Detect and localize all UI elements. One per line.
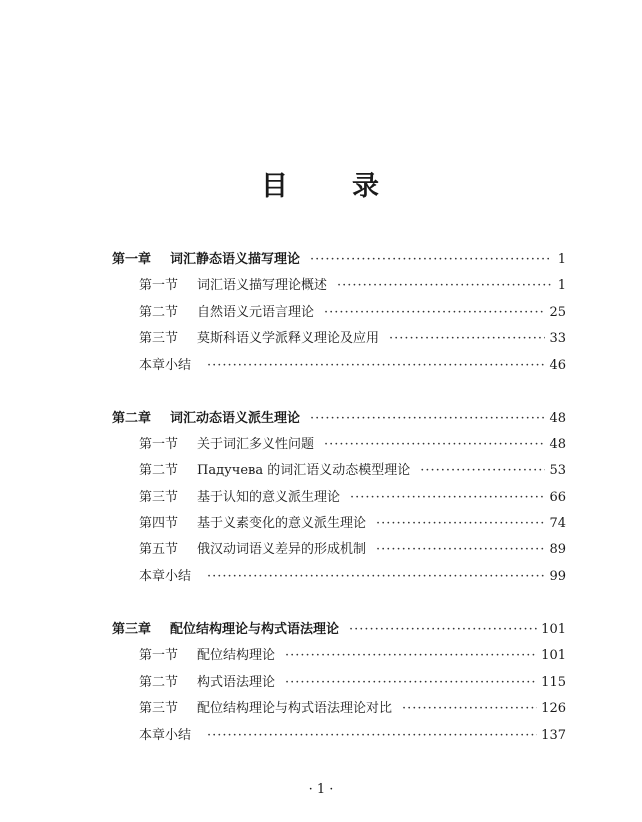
page-ref: 33 — [549, 331, 566, 346]
leader-dots — [324, 436, 545, 454]
toc-section[interactable] — [139, 462, 566, 480]
leader-dots — [285, 674, 537, 692]
section-title: 构式语法理论 — [197, 675, 276, 690]
section-number: 第三节 — [139, 331, 179, 346]
section-number: 第二节 — [139, 305, 179, 320]
chapter-number: 第一章 — [112, 252, 152, 267]
leader-dots — [207, 727, 537, 745]
leader-dots — [337, 277, 552, 295]
page-title-right: 录 — [352, 171, 381, 202]
toc-section[interactable] — [139, 304, 566, 322]
toc-section[interactable] — [139, 330, 566, 348]
toc-section[interactable] — [139, 700, 566, 718]
section-number: 第一节 — [139, 648, 179, 663]
section-title: 自然语义元语言理论 — [197, 305, 315, 320]
page-number: · 1 · — [308, 782, 334, 797]
toc-section[interactable] — [139, 647, 566, 665]
page-ref: 66 — [549, 490, 566, 505]
leader-dots — [420, 462, 545, 480]
page-ref: 53 — [549, 463, 566, 478]
section-title: 俄汉动词语义差异的形成机制 — [197, 542, 367, 557]
toc-chapter-summary[interactable] — [139, 357, 566, 375]
section-number: 本章小结 — [139, 358, 192, 373]
section-number: 本章小结 — [139, 728, 192, 743]
chapter-title: 词汇动态语义派生理论 — [170, 411, 301, 426]
page-ref: 89 — [549, 542, 566, 557]
section-title: 词汇语义描写理论概述 — [197, 278, 328, 293]
toc-chapter-summary[interactable] — [139, 727, 566, 745]
leader-dots — [324, 304, 545, 322]
section-title: 莫斯科语义学派释义理论及应用 — [197, 331, 380, 346]
chapter-number: 第三章 — [112, 622, 152, 637]
section-number: 第二节 — [139, 675, 179, 690]
page-ref: 25 — [549, 305, 566, 320]
page-ref: 1 — [557, 278, 566, 293]
leader-dots — [350, 489, 545, 507]
toc-section[interactable] — [139, 541, 566, 559]
section-number: 第三节 — [139, 490, 179, 505]
toc-chapter-3[interactable] — [112, 621, 566, 639]
chapter-title: 词汇静态语义描写理论 — [170, 252, 301, 267]
section-number: 本章小结 — [139, 569, 192, 584]
section-number: 第一节 — [139, 278, 179, 293]
chapter-number: 第二章 — [112, 411, 152, 426]
leader-dots — [376, 541, 545, 559]
leader-dots — [285, 647, 537, 665]
toc-section[interactable] — [139, 674, 566, 692]
page-ref: 48 — [549, 411, 566, 426]
section-number: 第五节 — [139, 542, 179, 557]
leader-dots — [389, 330, 545, 348]
toc-section[interactable] — [139, 515, 566, 533]
leader-dots — [349, 621, 537, 639]
toc-section[interactable] — [139, 489, 566, 507]
section-title: 配位结构理论 — [197, 648, 276, 663]
toc-chapter-summary[interactable] — [139, 568, 566, 586]
page-ref: 137 — [541, 728, 566, 743]
leader-dots — [207, 357, 545, 375]
page-title — [0, 164, 642, 203]
leader-dots — [310, 251, 552, 269]
leader-dots — [402, 700, 537, 718]
section-title: 配位结构理论与构式语法理论对比 — [197, 701, 393, 716]
toc-chapter-1[interactable] — [112, 251, 566, 269]
section-number: 第三节 — [139, 701, 179, 716]
page-title-left: 目 — [261, 171, 290, 202]
page-ref: 126 — [541, 701, 566, 716]
page-ref: 115 — [541, 675, 566, 690]
section-number: 第四节 — [139, 516, 179, 531]
toc-section[interactable] — [139, 277, 566, 295]
page-ref: 99 — [549, 569, 566, 584]
section-title: 基于义素变化的意义派生理论 — [197, 516, 367, 531]
page-ref: 74 — [549, 516, 566, 531]
chapter-title: 配位结构理论与构式语法理论 — [170, 622, 340, 637]
leader-dots — [207, 568, 545, 586]
page-ref: 48 — [549, 437, 566, 452]
page-ref: 101 — [541, 622, 566, 637]
section-number: 第二节 — [139, 463, 179, 478]
toc-section[interactable] — [139, 436, 566, 454]
page-ref: 46 — [549, 358, 566, 373]
section-number: 第一节 — [139, 437, 179, 452]
page-ref: 1 — [557, 252, 566, 267]
toc-chapter-2[interactable] — [112, 410, 566, 428]
leader-dots — [376, 515, 545, 533]
leader-dots — [310, 410, 545, 428]
page-ref: 101 — [541, 648, 566, 663]
section-title: 关于词汇多义性问题 — [197, 437, 315, 452]
section-title: Падучева 的词汇语义动态模型理论 — [197, 463, 411, 478]
section-title: 基于认知的意义派生理论 — [197, 490, 341, 505]
